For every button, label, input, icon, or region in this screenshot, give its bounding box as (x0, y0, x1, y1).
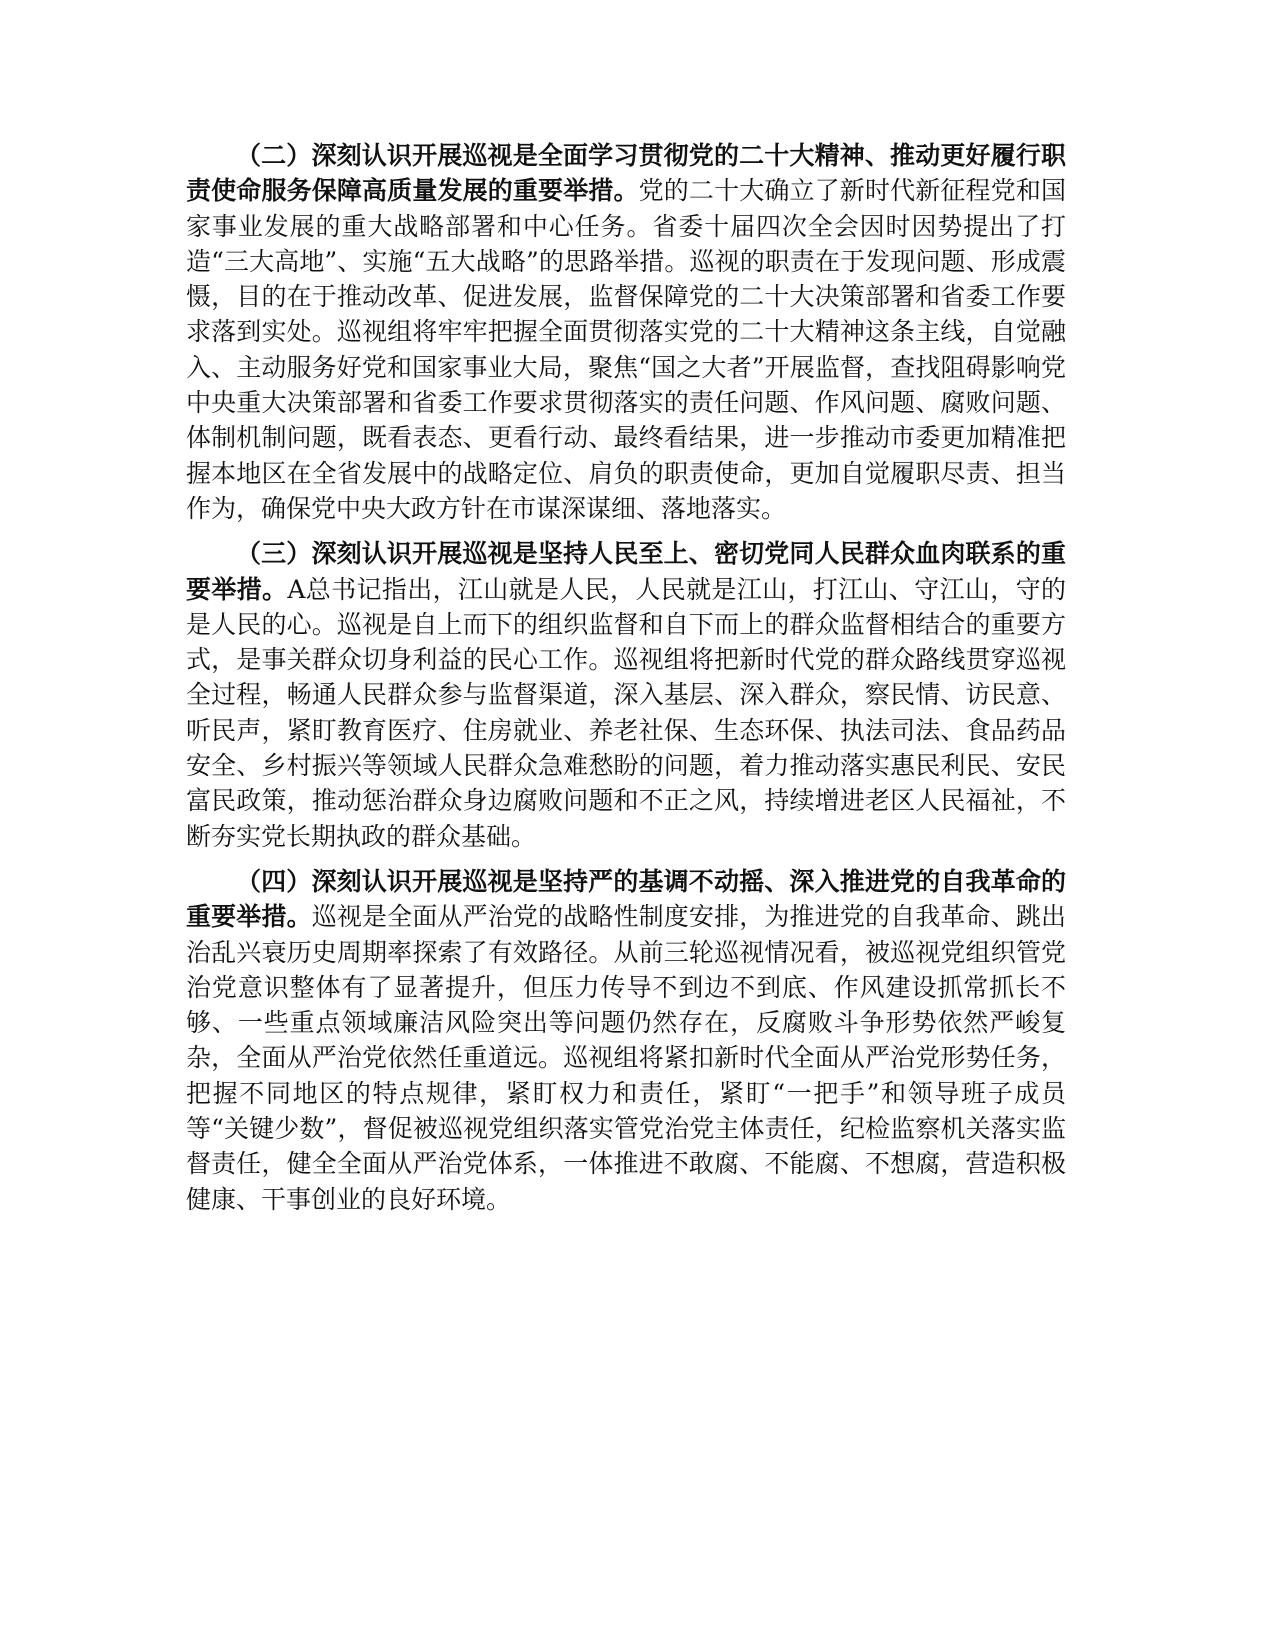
document-body (186, 138, 1066, 1227)
paragraph-section-2 (186, 138, 1066, 526)
section-3-heading: （三）深刻认识开展巡视是坚持人民至上、密切党同人民群众血肉联系的重要举措。 (186, 539, 1066, 604)
section-3-text: A总书记指出，江山就是人民，人民就是江山，打江山、守江山，守的是人民的心。巡视是自上而下的组织监督和自下而上的群众监督相结合的重要方式，是事关群众切身利益的民心工作。巡视组将把新时代党的群众路线贯穿巡视全过程，畅通人民群众参与监督渠道，深入基层、深入群众，察民情、访民意、听民声，紧盯教育医疗、住房就业、养老社保、生态环保、执法司法、食品药品安全、乡村振兴等领域人民群众急难愁盼的问题，着力推动落实惠民利民、安民富民政策，推动惩治群众身边腐败问题和不正之风，持续增进老区人民福祉，不断夯实党长期执政的群众基础。 (186, 574, 1066, 851)
section-4-heading: （四）深刻认识开展巡视是坚持严的基调不动摇、深入推进党的自我革命的重要举措。 (186, 866, 1066, 932)
section-4-text: 巡视是全面从严治党的战略性制度安排，为推进党的自我革命、跳出治乱兴衰历史周期率探索了有效路径。从前三轮巡视情况看，被巡视党组织管党治党意识整体有了显著提升，但压力传导不到边不到底、作风建设抓常抓长不够、一些重点领域廉洁风险突出等问题仍然存在，反腐败斗争形势依然严峻复杂，全面从严治党依然任重道远。巡视组将紧扣新时代全面从严治党形势任务，把握不同地区的特点规律，紧盯权力和责任，紧盯“一把手”和领导班子成员等“关键少数”，督促被巡视党组织落实管党治党主体责任，纪检监察机关落实监督责任，健全全面从严治党体系，一体推进不敢腐、不能腐、不想腐，营造积极健康、干事创业的良好环境。 (186, 902, 1066, 1214)
paragraph-section-4 (186, 864, 1066, 1217)
section-2-heading: （二）深刻认识开展巡视是全面学习贯彻党的二十大精神、推动更好履行职责使命服务保障高质量发展的重要举措。 (186, 141, 1066, 206)
paragraph-section-3 (186, 536, 1066, 854)
section-2-text: 党的二十大确立了新时代新征程党和国家事业发展的重大战略部署和中心任务。省委十届四次全会因时因势提出了打造“三大高地”、实施“五大战略”的思路举措。巡视的职责在于发现问题、形成震慑，目的在于推动改革、促进发展，监督保障党的二十大决策部署和省委工作要求落到实处。巡视组将牢牢把握全面贯彻落实党的二十大精神这条主线，自觉融入、主动服务好党和国家事业大局，聚焦“国之大者”开展监督，查找阻碍影响党中央重大决策部署和省委工作要求贯彻落实的责任问题、作风问题、腐败问题、体制机制问题，既看表态、更看行动、最终看结果，进一步推动市委更加精准把握本地区在全省发展中的战略定位、肩负的职责使命，更加自觉履职尽责、担当作为，确保党中央大政方针在市谋深谋细、落地落实。 (186, 176, 1066, 523)
